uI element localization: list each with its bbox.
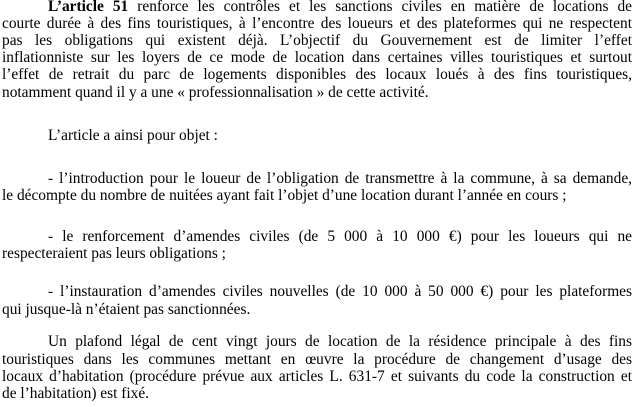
paragraph-6-line-1: Un plafond légal de cent vingt jours de location de la résidence principale à des fins bbox=[48, 333, 632, 350]
paragraph-2-line-1: L’article a ainsi pour objet : bbox=[48, 127, 218, 144]
paragraph-3-line-1: - l’introduction pour le loueur de l’obligation de transmettre à la commune, à sa demande, bbox=[48, 170, 632, 187]
paragraph-1-line-3: pas les obligations qui existent déjà. L’objectif du Gouvernement est de limiter l’effet bbox=[2, 32, 632, 49]
paragraph-3-line-2: le décompte du nombre de nuitées ayant fait l’objet d’une location durant l’année en cours ; bbox=[2, 187, 567, 204]
paragraph-1-line-2: courte durée à des fins touristiques, à l’encontre des loueurs et des plateformes qui ne respectent bbox=[2, 15, 632, 32]
paragraph-4-line-1: - le renforcement d’amendes civiles (de 5 000 à 10 000 €) pour les loueurs qui ne bbox=[48, 228, 632, 245]
paragraph-1-line-1: L’article 51 renforce les contrôles et les sanctions civiles en matière de locations de bbox=[48, 0, 632, 15]
paragraph-5-line-2: qui jusque-là n’étaient pas sanctionnées. bbox=[2, 301, 251, 318]
paragraph-4-line-2: respecteraient pas leurs obligations ; bbox=[2, 245, 226, 262]
paragraph-6-line-3: locaux d’habitation (procédure prévue aux articles L. 631-7 et suivants du code la construction et bbox=[2, 368, 632, 385]
paragraph-6-line-4: de l’habitation) est fixé. bbox=[2, 385, 150, 402]
paragraph-1-line-4: inflationniste sur les loyers de ce mode de location dans certaines villes touristiques et surtout bbox=[2, 49, 632, 66]
paragraph-1-line-5: l’effet de retrait du parc de logements disponibles des locaux loués à des fins touristiques, bbox=[2, 66, 632, 83]
paragraph-6-line-2: touristiques dans les communes mettant en œuvre la procédure de changement d’usage des bbox=[2, 351, 632, 368]
article-51-title: L’article 51 bbox=[48, 0, 129, 15]
paragraph-5-line-1: - l’instauration d’amendes civiles nouvelles (de 10 000 à 50 000 €) pour les plateformes bbox=[48, 283, 632, 300]
paragraph-1-line-6: notamment quand il y a une « professionnalisation » de cette activité. bbox=[2, 84, 429, 101]
